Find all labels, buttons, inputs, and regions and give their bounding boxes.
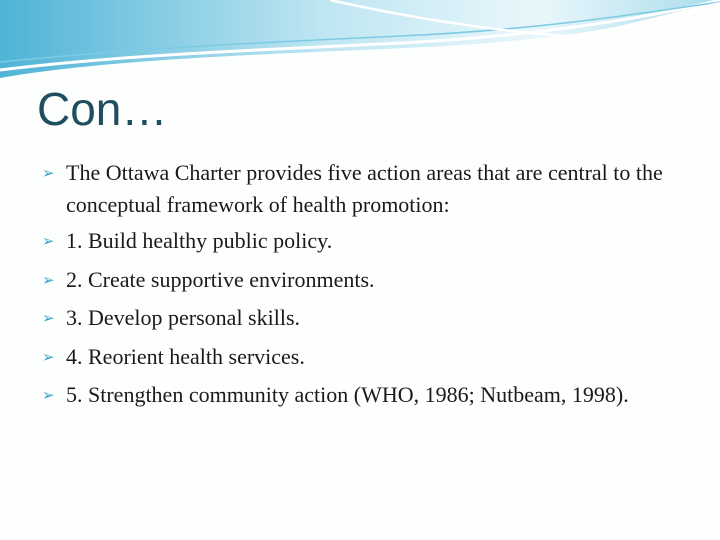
bullet-item [42,380,682,412]
bullet-text: 3. Develop personal skills. [66,305,301,330]
arrow-bullet-icon: ➢ [42,311,55,327]
bullet-text: 4. Reorient health services. [66,343,305,369]
bullet-item [42,226,682,258]
bullet-item [42,158,682,219]
arrow-bullet-icon: ➢ [42,388,55,404]
bullet-list [42,158,682,419]
header-wave-decoration [0,0,720,90]
bullet-text: The Ottawa Charter provides five action areas that are central to the conceptual framework of health promotion: [66,160,663,217]
arrow-bullet-icon: ➢ [42,349,55,366]
bullet-text: 2. Create supportive environments. [66,266,375,292]
arrow-bullet-icon: ➢ [42,166,55,182]
bullet-item [42,265,682,297]
bullet-item [42,303,682,335]
arrow-bullet-icon: ➢ [42,272,55,289]
bullet-text: 1. Build healthy public policy. [66,228,333,253]
bullet-text: 5. Strengthen community action (WHO, 1986; Nutbeam, 1998). [66,382,629,407]
bullet-item [42,342,682,374]
arrow-bullet-icon: ➢ [42,234,55,250]
slide-title: Con… [37,83,168,135]
